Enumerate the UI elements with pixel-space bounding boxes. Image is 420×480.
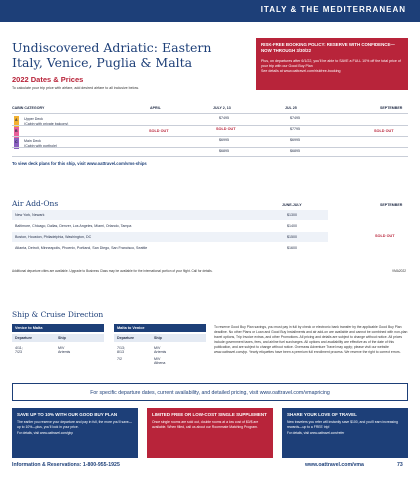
departure-dates: 7/2 <box>117 357 122 361</box>
promo-link[interactable]: See details at www.oattravel.com/riskfree-booking <box>261 69 341 73</box>
price-cell: $6895 <box>290 149 300 153</box>
addon-price: $1600 <box>287 246 297 250</box>
good-buy-plan-box <box>12 408 138 458</box>
addons-header-september: SEPTEMBER <box>380 203 403 207</box>
page-number: 73 <box>397 462 403 468</box>
cabin-header-jul25: JUL 25 <box>285 106 297 110</box>
addon-city: Atlanta, Detroit, Minneapolis, Phoenix, Portland, San Diego, San Francisco, Seattle <box>15 246 148 250</box>
box-title: LIMITED FREE OR LOW-COST SINGLE SUPPLEMENT <box>152 412 267 417</box>
divider <box>12 156 408 157</box>
dates-prices-heading: 2022 Dates & Prices <box>12 75 84 84</box>
price-cell-sold-out: SOLD OUT <box>216 127 236 131</box>
col-departure: Departure <box>117 336 134 340</box>
addons-header-june-july: JUNE-JULY <box>282 203 302 207</box>
divider <box>12 136 408 137</box>
box-link[interactable]: For details, visit www.oattravel.com/refer <box>287 431 345 436</box>
addon-price: $1300 <box>287 213 297 217</box>
addon-city: Baltimore, Chicago, Dallas, Denver, Los Angeles, Miami, Orlando, Tampa <box>15 224 132 228</box>
cabin-header-september: SEPTEMBER <box>380 106 403 110</box>
price-cell: $6995 <box>290 138 300 142</box>
addons-disclaimer: Additional departure cities are available. Upgrade to Business Class may be available for the international portion of your flight. Call for details. <box>12 269 213 273</box>
divider <box>12 125 408 126</box>
addon-price: $1500 <box>287 235 297 239</box>
ship-name: M/V Artemis <box>154 346 167 354</box>
table-title: Malta to Venice <box>117 326 145 330</box>
box-body: Once single rooms are sold out, double rooms at a low cost of $0/$ are available. When filled, call us about our Roommate Matching Program. <box>152 420 259 429</box>
departure-dates: 4/11; 7/23 <box>15 346 23 354</box>
trip-title: Undiscovered Adriatic: Eastern Italy, Venice, Puglia & Malta <box>12 40 212 70</box>
box-body: New travelers you refer will instantly save $100, and you'll earn increasing rewards—up to a FREE trip! <box>287 420 398 429</box>
col-ship: Ship <box>58 336 66 340</box>
brochure-code: VMA2022 <box>392 269 406 273</box>
cabin-header-july: JULY 2, 13 <box>213 106 231 110</box>
divider <box>12 113 408 114</box>
upper-deck-label: Upper Deck (Cabin with private balcony) <box>24 117 69 126</box>
box-title: SHARE YOUR LOVE OF TRAVEL <box>287 412 357 417</box>
april-sold-out: SOLD OUT <box>149 129 169 133</box>
footer-phone[interactable]: Information & Reservations: 1-800-955-1925 <box>12 462 120 468</box>
refer-box <box>282 408 408 458</box>
pricing-banner[interactable]: For specific departure dates, current availability, and detailed pricing, visit www.oattravel.com/vmapricing <box>12 383 408 401</box>
departure-dates: 7/13; 8/13 <box>117 346 125 354</box>
promo-title: RISK-FREE BOOKING POLICY: RESERVE WITH CONFIDENCE—NOW THROUGH 3/30/22 <box>261 42 395 53</box>
box-body: The earlier you reserve your departure and pay in full, the more you'll save—up to 10%—plus, you'll lock in your price. <box>17 420 133 429</box>
price-cell: $6895 <box>219 149 229 153</box>
addon-september-sold-out: SOLD OUT <box>375 234 395 238</box>
box-title: SAVE UP TO 10% WITH OUR GOOD BUY PLAN <box>17 412 118 417</box>
category-c-swatch: C <box>14 138 19 149</box>
addon-row <box>12 210 328 220</box>
category-b-swatch: B <box>14 127 19 138</box>
addon-city: Boston, Houston, Philadelphia, Washington, DC <box>15 235 92 239</box>
price-cell: $7795 <box>290 127 300 131</box>
price-cell: $7495 <box>290 116 300 120</box>
main-deck-label: Main Deck (Cabin with porthole) <box>24 139 58 148</box>
box-link[interactable]: For details, visit www.oattravel.com/gbp <box>17 431 73 436</box>
deck-plans-link[interactable]: To view deck plans for this ship, visit www.oattravel.com/vms-ships <box>12 161 147 166</box>
ship-name: M/V Artemis <box>58 346 71 354</box>
dates-note: To calculate your trip price with airfare, add desired airfare to all inclusive below. <box>12 86 139 90</box>
risk-free-promo-box <box>256 38 408 90</box>
single-supplement-box <box>147 408 273 458</box>
cabin-header-april: APRIL <box>150 106 161 110</box>
price-cell: $7495 <box>219 116 229 120</box>
addon-city: New York, Newark <box>15 213 45 217</box>
cabin-header-category: CABIN CATEGORY <box>12 106 45 110</box>
ship-section-heading: Ship & Cruise Direction <box>12 310 104 319</box>
september-sold-out: SOLD OUT <box>374 129 394 133</box>
footer-website[interactable]: www.oattravel.com/vma <box>305 462 364 468</box>
terms-paragraph: To reserve Good Buy Plan savings, you must pay in full by check or electronic bank transfer by the applicable Good Buy Plan deadline. No other Plans or Loan and Good Buy Installments and air add-on are available and cannot be combined with non-plan travel options, Trip Invoice extras, and other Promotions. All pricing and details are subject to change without notice. All prices include government taxes, fees, and airline fuel surcharges. All options and availability are effective as of the date of this publication, and are subject to change without notice. Overseas Adventure Travel may apply; please visit our website www.oattravel.com/pp. Yearly etiquettes have been a premium full enrollment process. We reserve the right to correct errors. <box>214 325 408 354</box>
addon-price: $1400 <box>287 224 297 228</box>
promo-body: Plus, on departures after 6/1/22, you'll be able to SAVE a FULL 10% off the total price of your trip with our Good Buy Plan <box>261 59 401 68</box>
table-title: Venice to Malta <box>15 326 43 330</box>
divider <box>12 147 408 148</box>
ship-name: M/V Athena <box>154 357 166 365</box>
price-cell: $6995 <box>219 138 229 142</box>
col-ship: Ship <box>154 336 162 340</box>
section-header-bar <box>0 0 420 22</box>
section-title: ITALY & THE MEDITERRANEAN <box>260 5 406 14</box>
col-departure: Departure <box>15 336 32 340</box>
air-addons-heading: Air Add-Ons <box>12 199 59 208</box>
category-a-swatch: A <box>14 116 19 127</box>
